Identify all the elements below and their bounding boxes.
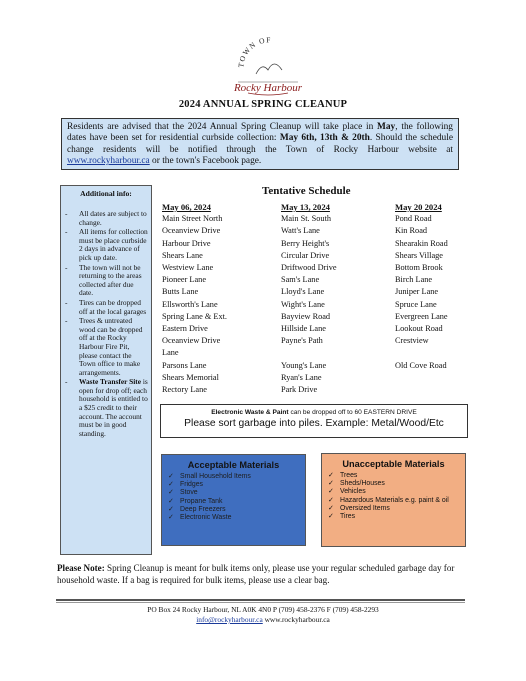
intro-dates: May 6th, 13th & 20th [279, 133, 370, 144]
street-name: Rectory Lane [162, 385, 207, 395]
schedule-title: Tentative Schedule [262, 185, 351, 197]
town-logo [226, 30, 310, 98]
please-note [57, 562, 477, 586]
street-name: Spring Lane & Ext. [162, 311, 227, 321]
dropoff-box [160, 404, 468, 438]
street-name: Main Street North [162, 214, 223, 224]
note-label: Please Note: [57, 563, 105, 573]
unacceptable-item: ✓ Hazardous Materials e.g. paint & oil [328, 497, 465, 505]
intro-text-4: or the town's Facebook page. [149, 156, 262, 167]
street-name: Lloyd's Lane [281, 287, 325, 297]
schedule-date-header: May 13, 2024 [281, 202, 330, 212]
logo-top-text: TOWN OF [236, 35, 272, 68]
additional-info-title: Additional info: [80, 189, 132, 198]
footer-website[interactable]: www.rockyharbour.ca [264, 615, 330, 624]
street-name: Birch Lane [395, 275, 433, 285]
logo-name: Rocky Harbour [233, 82, 303, 94]
street-name: Lookout Road [395, 324, 443, 334]
footer-divider-thin [56, 602, 465, 603]
street-name: Westview Lane [162, 263, 214, 273]
acceptable-item: ✓ Stove [168, 489, 305, 497]
info-item-transfer-site [65, 378, 149, 438]
unacceptable-item: ✓ Vehicles [328, 488, 465, 496]
acceptable-title: Acceptable Materials [187, 460, 280, 470]
street-name: Sam's Lane [281, 275, 320, 285]
street-name: Ryan's Lane [281, 372, 322, 382]
street-name: Ellsworth's Lane [162, 299, 218, 309]
street-name: Young's Lane [281, 360, 327, 370]
intro-notice [61, 118, 459, 170]
street-name: Butts Lane [162, 287, 199, 297]
additional-info-panel [60, 185, 152, 555]
street-name: Main St. South [281, 214, 332, 224]
ewaste-dropoff-text [161, 409, 467, 416]
street-name: Eastern Drive [162, 324, 208, 334]
unacceptable-item: ✓ Tires [328, 513, 465, 521]
acceptable-item: ✓ Deep Freezers [168, 506, 305, 514]
unacceptable-item: ✓ Oversized Items [328, 505, 465, 513]
logo-hills-icon [256, 64, 282, 74]
street-name: Pond Road [395, 214, 432, 224]
street-name: Lane [162, 348, 179, 358]
acceptable-item: ✓ Fridges [168, 481, 305, 489]
street-name: Circular Drive [281, 250, 330, 260]
acceptable-item: ✓ Small Household Items [168, 473, 305, 481]
footer-email-link[interactable]: info@rockyharbour.ca [196, 615, 263, 624]
schedule-date-header: May 06, 2024 [162, 202, 211, 212]
additional-info-list [65, 210, 149, 439]
intro-text-1: Residents are advised that the 2024 Annual Spring Cleanup will take place in [67, 122, 378, 132]
street-name: Wight's Lane [281, 299, 325, 309]
footer-address: PO Box 24 Rocky Harbour, NL A0K 4N0 P (709) 458-2376 F (709) 458-2293 [147, 605, 379, 614]
street-name: Park Drive [281, 385, 318, 395]
footer-divider [56, 599, 465, 601]
street-name: Juniper Lane [395, 287, 439, 297]
street-name [281, 347, 381, 359]
intro-text-2: , the following dates have been set for residential curbside collection: [67, 122, 453, 144]
transfer-site-text: is open for drop off; each household is entitled to a $25 credit to their account. The account must be in good standing. [79, 377, 148, 438]
street-name: Pioneer Lane [162, 275, 207, 285]
street-name: Old Cove Road [395, 360, 447, 370]
street-name: Crestview [395, 336, 429, 346]
street-name [395, 347, 465, 359]
acceptable-materials-box [161, 454, 306, 546]
schedule-date-header: May 20 2024 [395, 202, 442, 212]
intro-text-3: . Should the schedule change residents will be notified through the Town of Rocky Harbour website at [67, 133, 453, 155]
street-name: Harbour Drive [162, 238, 211, 248]
schedule-column-may-20 [395, 201, 465, 372]
logo-graphic [226, 30, 310, 98]
street-name: Hillside Lane [281, 324, 326, 334]
ewaste-label: Electronic Waste & Paint [211, 409, 289, 416]
intro-website-link[interactable]: www.rockyharbour.ca [67, 156, 150, 167]
street-name: Kin Road [395, 226, 428, 236]
street-name: Oceanview Drive [162, 336, 221, 346]
transfer-site-label: Waste Transfer Site [79, 377, 141, 387]
schedule-column-may-06 [162, 201, 262, 396]
unacceptable-list [328, 472, 465, 521]
info-item: - Tires can be dropped off at the local garages [65, 299, 149, 316]
acceptable-list [168, 473, 305, 522]
street-name: Bayview Road [281, 311, 331, 321]
street-name: Watt's Lane [281, 226, 320, 236]
street-name: Driftwood Drive [281, 263, 337, 273]
info-item: - All items for collection must be place curbside 2 days in advance of pick up date. [65, 228, 149, 262]
ewaste-location: can be dropped off to 60 EASTERN DRIVE [288, 409, 417, 416]
street-name: Payne's Path [281, 336, 323, 346]
intro-month: May [377, 122, 396, 132]
street-name: Berry Height's [281, 238, 330, 248]
unacceptable-item: ✓ Sheds/Houses [328, 480, 465, 488]
street-name: Spruce Lane [395, 299, 437, 309]
street-name: Parsons Lane [162, 360, 207, 370]
info-item: - All dates are subject to change. [65, 210, 149, 227]
svg-text:TOWN OF [236, 35, 271, 68]
acceptable-item: ✓ Electronic Waste [168, 514, 305, 522]
street-name: Shears Village [395, 250, 443, 260]
info-item: - Trees & untreated wood can be dropped off at the Rocky Harbour Fire Pit, please contact the Town office to make arrangements. [65, 317, 149, 377]
schedule-column-may-13 [281, 201, 381, 396]
page-title: 2024 ANNUAL SPRING CLEANUP [178, 99, 348, 110]
street-name: Evergreen Lane [395, 311, 448, 321]
street-name: Bottom Brook [395, 263, 443, 273]
note-text: Spring Cleanup is meant for bulk items only, please use your regular scheduled garbage day for household waste. If a bag is required for bulk items, please use a clear bag. [57, 563, 455, 585]
unacceptable-materials-box [321, 453, 466, 547]
sort-instructions: Please sort garbage into piles. Example: Metal/Wood/Etc [184, 418, 444, 429]
unacceptable-item: ✓ Trees [328, 472, 465, 480]
footer-contact [0, 615, 526, 624]
street-name: Shearakin Road [395, 238, 448, 248]
unacceptable-title: Unacceptable Materials [342, 459, 445, 469]
info-item: - The town will not be returning to the areas collected after due date. [65, 264, 149, 298]
street-name: Oceanview Drive [162, 226, 221, 236]
street-name: Shears Memorial [162, 372, 219, 382]
street-name: Shears Lane [162, 250, 203, 260]
acceptable-item: ✓ Propane Tank [168, 498, 305, 506]
